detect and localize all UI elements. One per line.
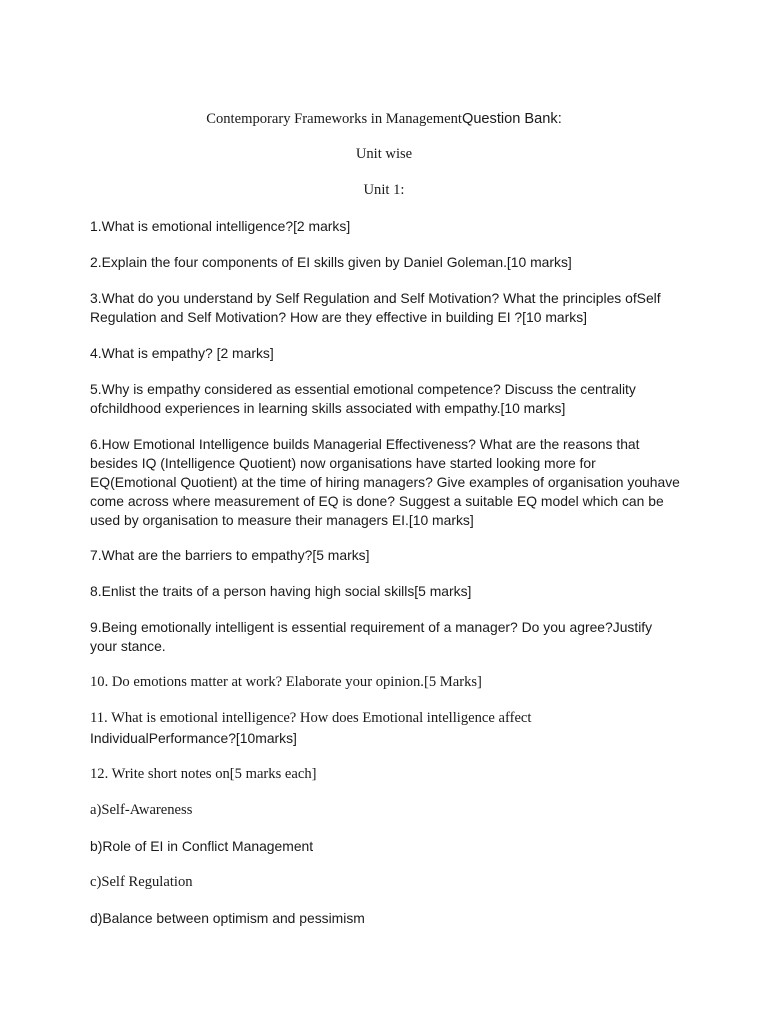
- question-9-line-2: your stance.: [90, 638, 166, 654]
- question-6-line-2: besides IQ (Intelligence Quotient) now organisations have started looking more for: [90, 455, 596, 471]
- document-title: [0, 109, 768, 129]
- question-4: 4.What is empathy? [2 marks]: [90, 345, 274, 361]
- question-5-line-1: 5.Why is empathy considered as essential emotional competence? Discuss the centrality: [90, 381, 636, 397]
- question-11-line-1: 11. What is emotional intelligence? How does Emotional intelligence affect: [90, 710, 532, 726]
- unit-heading: Unit 1:: [363, 182, 405, 198]
- question-6-line-1: 6.How Emotional Intelligence builds Managerial Effectiveness? What are the reasons that: [90, 436, 640, 452]
- question-12: 12. Write short notes on[5 marks each]: [90, 766, 317, 782]
- question-2: 2.Explain the four components of EI skills given by Daniel Goleman.[10 marks]: [90, 254, 572, 270]
- title-question-bank: Question Bank:: [461, 111, 562, 127]
- question-12-part-a: a)Self-Awareness: [90, 802, 193, 818]
- title-course-name: Contemporary Frameworks in Management: [206, 111, 462, 127]
- question-3-line-2: Regulation and Self Motivation? How are they effective in building EI ?[10 marks]: [90, 309, 587, 325]
- question-12-part-b: b)Role of EI in Conflict Management: [90, 838, 314, 854]
- question-3-line-1: 3.What do you understand by Self Regulation and Self Motivation? What the principles ofSelf: [90, 290, 661, 306]
- question-9-line-1: 9.Being emotionally intelligent is essential requirement of a manager? Do you agree?Justify: [90, 619, 653, 635]
- question-12-part-c: c)Self Regulation: [90, 874, 193, 890]
- document-subtitle: Unit wise: [355, 146, 413, 162]
- question-12-part-d: d)Balance between optimism and pessimism: [90, 910, 365, 926]
- question-1: 1.What is emotional intelligence?[2 marks]: [90, 218, 351, 234]
- question-8: 8.Enlist the traits of a person having high social skills[5 marks]: [90, 583, 472, 599]
- question-6-line-3: EQ(Emotional Quotient) at the time of hiring managers? Give examples of organisation youhave: [90, 474, 680, 490]
- question-6-line-5: used by organisation to measure their managers EI.[10 marks]: [90, 512, 474, 528]
- question-5-line-2: ofchildhood experiences in learning skills associated with empathy.[10 marks]: [90, 400, 566, 416]
- question-6-line-4: come across where measurement of EQ is done? Suggest a suitable EQ model which can be: [90, 493, 664, 509]
- question-10: 10. Do emotions matter at work? Elaborate your opinion.[5 Marks]: [90, 674, 482, 690]
- question-7: 7.What are the barriers to empathy?[5 marks]: [90, 547, 370, 563]
- question-11-line-2: IndividualPerformance?[10marks]: [90, 730, 297, 746]
